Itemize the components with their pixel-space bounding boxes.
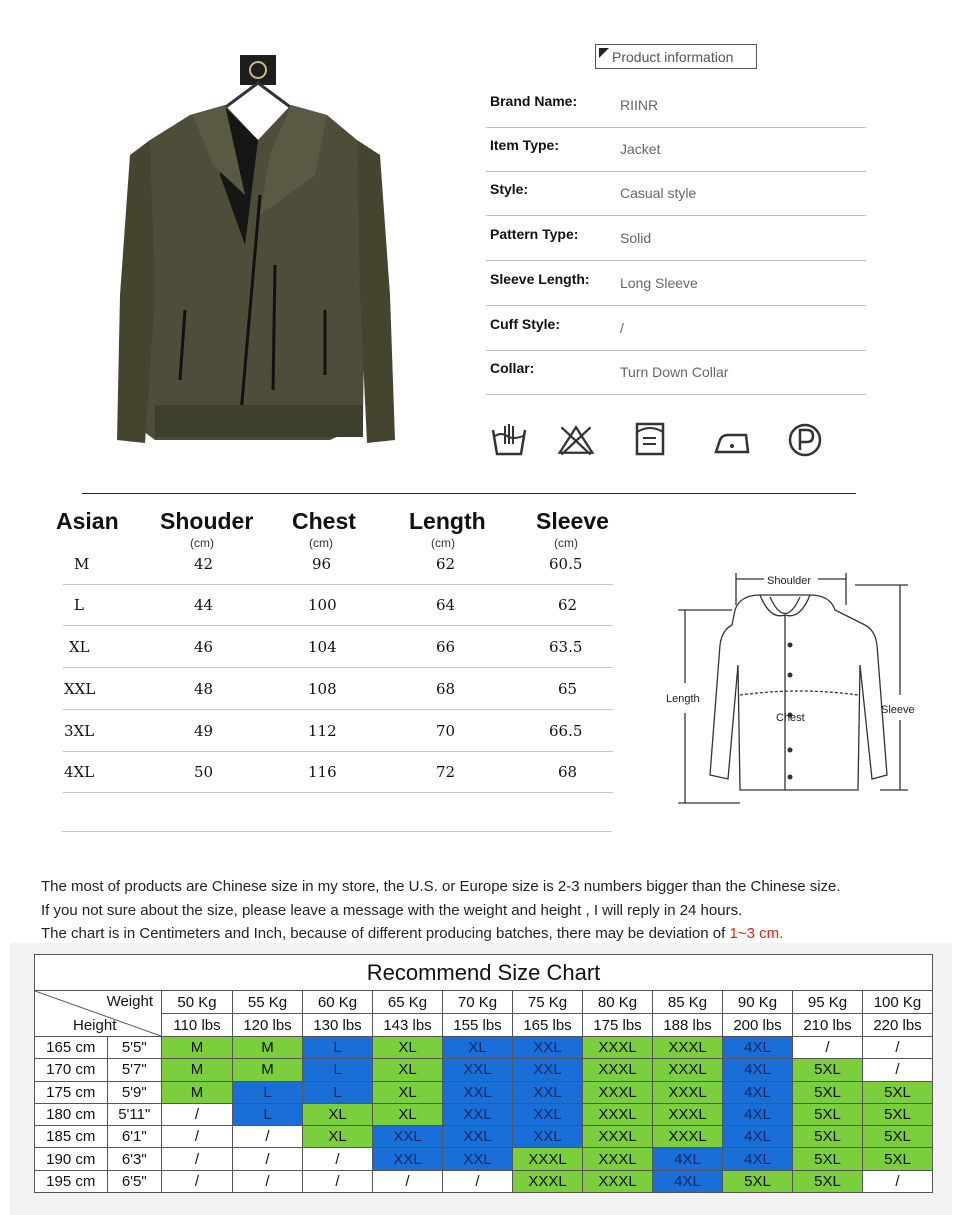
weight-kg-cell: 100 Kg <box>863 991 933 1014</box>
measure-row <box>63 626 613 668</box>
size-cell: XXL <box>64 680 96 698</box>
header-shoulder: Shouder <box>160 508 254 534</box>
recommended-size-cell: / <box>863 1059 933 1081</box>
chest-cell: 116 <box>308 763 337 781</box>
recommended-size-cell: XXXL <box>513 1148 583 1170</box>
recommended-size-cell: / <box>373 1170 443 1192</box>
recommended-size-cell: 5XL <box>793 1126 863 1148</box>
height-ft-cell: 6'5" <box>107 1170 161 1192</box>
info-row-sleeve-length <box>486 261 866 306</box>
length-cell: 72 <box>436 763 456 781</box>
recommended-size-cell: XXL <box>513 1103 583 1125</box>
chest-cell: 112 <box>308 722 337 740</box>
info-row-item-type <box>486 127 866 172</box>
height-ft-cell: 5'5" <box>107 1037 161 1059</box>
height-label: Height <box>73 1017 117 1034</box>
info-row-cuff-style <box>486 306 866 351</box>
recommended-size-cell: 5XL <box>793 1170 863 1192</box>
height-ft-cell: 6'1" <box>107 1126 161 1148</box>
info-value: Turn Down Collar <box>620 364 729 380</box>
size-chart-row <box>35 1126 933 1148</box>
diagram-sleeve-label: Sleeve <box>881 704 915 716</box>
recommended-size-cell: / <box>863 1037 933 1059</box>
height-cm-cell: 180 cm <box>35 1103 108 1125</box>
chest-cell: 104 <box>308 638 337 656</box>
weight-kg-cell: 80 Kg <box>583 991 653 1014</box>
header-sleeve: Sleeve <box>536 508 609 534</box>
recommended-size-cell: XXL <box>443 1126 513 1148</box>
size-cell: XL <box>69 638 90 656</box>
table-bottom-line <box>62 831 612 832</box>
recommended-size-cell: 4XL <box>723 1126 793 1148</box>
do-not-bleach-icon <box>556 420 596 460</box>
info-value: RIINR <box>620 97 659 113</box>
measure-row <box>63 584 613 626</box>
recommended-size-cell: 5XL <box>863 1148 933 1170</box>
recommended-size-cell: 4XL <box>723 1081 793 1103</box>
recommended-size-cell: XXXL <box>653 1037 723 1059</box>
weight-kg-cell: 90 Kg <box>723 991 793 1014</box>
weight-kg-cell: 70 Kg <box>443 991 513 1014</box>
recommended-size-cell: / <box>303 1148 373 1170</box>
weight-lbs-cell: 175 lbs <box>583 1014 653 1037</box>
height-cm-cell: 185 cm <box>35 1126 108 1148</box>
recommended-size-cell: M <box>233 1037 303 1059</box>
recommended-size-cell: / <box>863 1170 933 1192</box>
recommended-size-cell: M <box>233 1059 303 1081</box>
note-line-2: If you not sure about the size, please leave a message with the weight and height , I will reply in 24 hours. <box>41 902 743 919</box>
recommended-size-cell: 5XL <box>793 1081 863 1103</box>
info-value: Jacket <box>620 141 661 157</box>
weight-lbs-cell: 143 lbs <box>373 1014 443 1037</box>
recommended-size-cell: XXXL <box>653 1103 723 1125</box>
recommended-size-cell: XXL <box>443 1059 513 1081</box>
recommended-size-cell: XXL <box>513 1081 583 1103</box>
recommended-size-cell: / <box>233 1170 303 1192</box>
recommended-size-cell: XL <box>443 1037 513 1059</box>
recommended-size-cell: / <box>443 1170 513 1192</box>
size-chart-title: Recommend Size Chart <box>35 955 933 991</box>
chest-cell: 100 <box>308 596 337 614</box>
weight-lbs-cell: 188 lbs <box>653 1014 723 1037</box>
sleeve-cell: 60.5 <box>549 555 583 573</box>
recommended-size-cell: XXL <box>373 1126 443 1148</box>
recommended-size-cell: XXXL <box>653 1059 723 1081</box>
deviation-highlight: 1~3 cm. <box>729 925 784 942</box>
flag-icon <box>599 48 609 58</box>
sleeve-cell: 68 <box>558 763 578 781</box>
recommended-size-cell: XXXL <box>653 1126 723 1148</box>
weight-label: Weight <box>106 993 153 1010</box>
note-line-3-text: The chart is in Centimeters and Inch, because of different producing batches, there may be deviation of <box>41 925 730 942</box>
weight-kg-cell: 65 Kg <box>373 991 443 1014</box>
size-chart-row <box>35 1037 933 1059</box>
recommended-size-cell: XXL <box>513 1037 583 1059</box>
recommended-size-cell: XL <box>303 1103 373 1125</box>
recommended-size-cell: XXL <box>443 1081 513 1103</box>
recommended-size-cell: XXL <box>513 1126 583 1148</box>
info-label: Brand Name: <box>490 93 578 109</box>
recommended-size-cell: 5XL <box>863 1081 933 1103</box>
height-ft-cell: 5'11" <box>107 1103 161 1125</box>
recommended-size-cell: L <box>233 1081 303 1103</box>
info-value: Casual style <box>620 185 697 201</box>
weight-lbs-cell: 210 lbs <box>793 1014 863 1037</box>
recommended-size-cell: 5XL <box>793 1148 863 1170</box>
height-ft-cell: 5'7" <box>107 1059 161 1081</box>
info-label: Sleeve Length: <box>490 271 590 287</box>
measurement-diagram <box>660 565 925 810</box>
height-cm-cell: 170 cm <box>35 1059 108 1081</box>
shoulder-cell: 50 <box>194 763 214 781</box>
recommended-size-cell: M <box>162 1081 233 1103</box>
recommended-size-cell: XXXL <box>583 1081 653 1103</box>
size-cell: 4XL <box>64 763 95 781</box>
recommended-size-cell: 4XL <box>653 1170 723 1192</box>
recommended-size-cell: M <box>162 1037 233 1059</box>
info-value: Solid <box>620 230 652 246</box>
sleeve-cell: 62 <box>558 596 578 614</box>
unit-chest: (cm) <box>309 536 333 550</box>
weight-lbs-cell: 130 lbs <box>303 1014 373 1037</box>
size-chart-row <box>35 1148 933 1170</box>
info-value: Long Sleeve <box>620 275 698 291</box>
weight-lbs-cell: 220 lbs <box>863 1014 933 1037</box>
recommended-size-cell: / <box>162 1170 233 1192</box>
info-row-brand <box>486 83 866 128</box>
recommended-size-cell: 5XL <box>863 1126 933 1148</box>
length-cell: 62 <box>436 555 456 573</box>
weight-kg-cell: 95 Kg <box>793 991 863 1014</box>
sleeve-cell: 66.5 <box>549 722 583 740</box>
recommended-size-cell: XL <box>373 1037 443 1059</box>
shoulder-cell: 49 <box>194 722 214 740</box>
line-dry-icon <box>630 420 670 460</box>
size-cell: 3XL <box>64 722 95 740</box>
recommended-size-cell: XL <box>373 1081 443 1103</box>
info-row-style <box>486 171 866 216</box>
measure-row <box>63 543 613 585</box>
weight-lbs-cell: 155 lbs <box>443 1014 513 1037</box>
recommended-size-cell: 5XL <box>863 1103 933 1125</box>
weight-lbs-cell: 120 lbs <box>233 1014 303 1037</box>
height-cm-cell: 190 cm <box>35 1148 108 1170</box>
chest-cell: 108 <box>308 680 337 698</box>
recommended-size-cell: L <box>233 1103 303 1125</box>
dry-clean-p-icon <box>785 420 825 460</box>
recommended-size-cell: XL <box>373 1059 443 1081</box>
info-row-collar <box>486 350 866 395</box>
recommended-size-cell: XXXL <box>653 1081 723 1103</box>
recommended-size-cell: XXL <box>443 1148 513 1170</box>
weight-kg-cell: 50 Kg <box>162 991 233 1014</box>
weight-kg-cell: 75 Kg <box>513 991 583 1014</box>
recommended-size-cell: 5XL <box>723 1170 793 1192</box>
size-chart-row <box>35 1081 933 1103</box>
measure-row <box>63 751 613 793</box>
recommended-size-cell: / <box>233 1126 303 1148</box>
height-cm-cell: 175 cm <box>35 1081 108 1103</box>
recommended-size-cell: 5XL <box>793 1103 863 1125</box>
weight-kg-cell: 60 Kg <box>303 991 373 1014</box>
length-cell: 70 <box>436 722 456 740</box>
recommended-size-cell: L <box>303 1081 373 1103</box>
chest-cell: 96 <box>312 555 332 573</box>
note-line-1: The most of products are Chinese size in my store, the U.S. or Europe size is 2-3 numbers bigger than the Chinese size. <box>41 878 841 895</box>
sleeve-cell: 63.5 <box>549 638 583 656</box>
recommended-size-cell: 4XL <box>723 1148 793 1170</box>
info-row-pattern-type <box>486 216 866 261</box>
shoulder-cell: 48 <box>194 680 214 698</box>
info-label: Pattern Type: <box>490 226 579 242</box>
recommended-size-cell: / <box>303 1170 373 1192</box>
weight-lbs-cell: 110 lbs <box>162 1014 233 1037</box>
recommended-size-cell: XXL <box>513 1059 583 1081</box>
recommended-size-cell: XXXL <box>583 1037 653 1059</box>
recommended-size-cell: 4XL <box>723 1103 793 1125</box>
recommended-size-cell: XL <box>373 1103 443 1125</box>
diagram-shoulder-label: Shoulder <box>767 575 812 587</box>
size-chart-row <box>35 1170 933 1192</box>
product-information-title: Product information <box>612 49 734 65</box>
shoulder-cell: 44 <box>194 596 214 614</box>
info-label: Collar: <box>490 360 535 376</box>
height-ft-cell: 5'9" <box>107 1081 161 1103</box>
product-information-header <box>595 44 757 69</box>
measure-row <box>63 710 613 752</box>
recommended-size-cell: 4XL <box>723 1037 793 1059</box>
recommended-size-cell: XXXL <box>583 1170 653 1192</box>
recommended-size-cell: 5XL <box>793 1059 863 1081</box>
size-chart-row <box>35 1103 933 1125</box>
recommended-size-cell: M <box>162 1059 233 1081</box>
recommended-size-cell: 4XL <box>653 1148 723 1170</box>
header-chest: Chest <box>292 508 356 534</box>
size-cell: L <box>74 596 84 614</box>
recommended-size-cell: XXXL <box>583 1059 653 1081</box>
recommended-size-cell: / <box>162 1126 233 1148</box>
height-cm-cell: 165 cm <box>35 1037 108 1059</box>
recommended-size-cell: L <box>303 1059 373 1081</box>
recommended-size-cell: / <box>162 1103 233 1125</box>
weight-lbs-cell: 165 lbs <box>513 1014 583 1037</box>
shoulder-cell: 46 <box>194 638 214 656</box>
length-cell: 64 <box>436 596 456 614</box>
info-label: Item Type: <box>490 137 559 153</box>
recommended-size-cell: / <box>793 1037 863 1059</box>
recommended-size-cell: XL <box>303 1126 373 1148</box>
header-length: Length <box>409 508 486 534</box>
recommended-size-cell: / <box>162 1148 233 1170</box>
jacket-photo <box>95 45 425 455</box>
weight-kg-cell: 55 Kg <box>233 991 303 1014</box>
header-asian: Asian <box>56 508 119 534</box>
length-cell: 68 <box>436 680 456 698</box>
diagram-length-label: Length <box>666 693 700 705</box>
info-value: / <box>620 320 624 336</box>
note-line-3 <box>41 925 783 942</box>
height-cm-cell: 195 cm <box>35 1170 108 1192</box>
diagram-chest-label: Chest <box>776 712 805 724</box>
info-label: Cuff Style: <box>490 316 560 332</box>
recommended-size-cell: 4XL <box>723 1059 793 1081</box>
measure-row <box>63 668 613 710</box>
weight-lbs-cell: 200 lbs <box>723 1014 793 1037</box>
unit-sleeve: (cm) <box>554 536 578 550</box>
recommended-size-cell: XXXL <box>583 1148 653 1170</box>
size-chart-row <box>35 1059 933 1081</box>
weight-height-corner <box>35 991 162 1037</box>
recommend-size-chart <box>34 954 933 1193</box>
recommended-size-cell: XXXL <box>583 1126 653 1148</box>
weight-kg-cell: 85 Kg <box>653 991 723 1014</box>
section-divider <box>82 493 856 494</box>
sleeve-cell: 65 <box>558 680 578 698</box>
recommended-size-cell: XXL <box>373 1148 443 1170</box>
info-label: Style: <box>490 181 529 197</box>
recommended-size-cell: XXXL <box>513 1170 583 1192</box>
iron-low-icon <box>712 420 752 460</box>
unit-length: (cm) <box>431 536 455 550</box>
hand-wash-icon <box>489 420 529 460</box>
length-cell: 66 <box>436 638 456 656</box>
unit-shoulder: (cm) <box>190 536 214 550</box>
recommended-size-cell: XXXL <box>583 1103 653 1125</box>
recommended-size-cell: XXL <box>443 1103 513 1125</box>
shoulder-cell: 42 <box>194 555 214 573</box>
recommended-size-cell: / <box>233 1148 303 1170</box>
height-ft-cell: 6'3" <box>107 1148 161 1170</box>
size-cell: M <box>74 555 90 573</box>
recommended-size-cell: L <box>303 1037 373 1059</box>
